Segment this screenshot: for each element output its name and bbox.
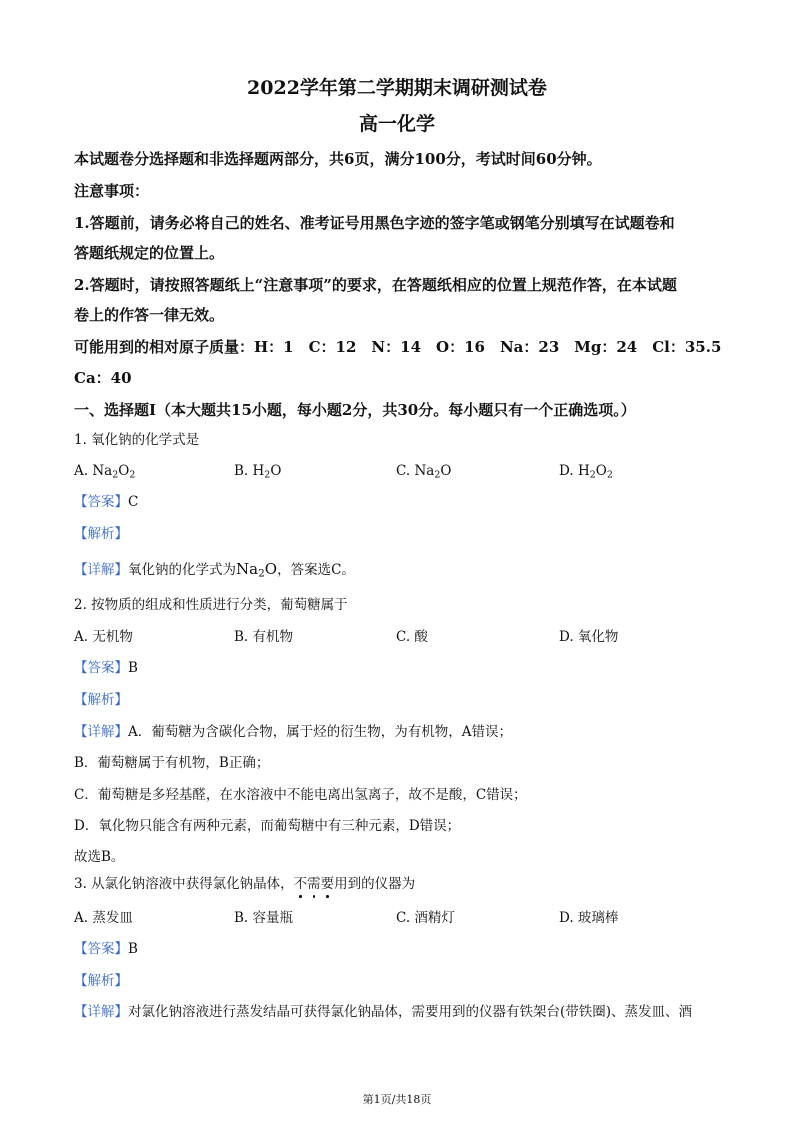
sodium-oxide-formula: $Na_2O$ [236,560,278,580]
question-3-answer-value: B [128,941,138,957]
question-2-option-b: B. 有机物 [234,629,294,645]
atomic-masses-line-2: Ca：40 [74,369,132,387]
notice-2-line-2: 卷上的作答一律无效。 [74,306,225,324]
question-2-options [74,631,724,649]
page-footer: 第1页/共18页 [362,1093,432,1106]
question-3-option-b: B. 容量瓶 [234,910,294,926]
notice-1-line-2: 答题纸规定的位置上。 [74,244,225,262]
exam-title: 2022学年第二学期期末调研测试卷 [247,77,547,99]
question-1-answer-value: C [128,494,139,510]
question-3-detail: 【详解】对氯化钠溶液进行蒸发结晶可获得氯化钠晶体，需要用到的仪器有铁架台(带铁圈)、蒸发皿、酒 [74,1004,693,1020]
question-2-answer: 【答案】B [74,660,138,676]
question-1-stem: 1. 氧化钠的化学式是 [74,432,200,448]
section-heading: 一、选择题I（本大题共15小题，每小题2分，共30分。每小题只有一个正确选项。） [74,401,636,419]
atomic-masses-line-1: 可能用到的相对原子质量：H：1 C：12 N：14 O：16 Na：23 Mg：24 Cl：35.5 [74,338,722,356]
question-1-detail: 【详解】氧化钠的化学式为$Na_2O$，答案选C。 [74,560,355,580]
question-3-analysis-label: 【解析】 [74,973,128,989]
question-2-detail-b: B．葡萄糖属于有机物，B正确； [74,755,270,771]
emphasis-char-1: 不 [293,876,308,892]
exam-intro: 本试题卷分选择题和非选择题两部分，共6页，满分100分，考试时间60分钟。 [74,150,602,168]
notice-heading: 注意事项： [74,182,150,200]
question-2-conclusion: 故选B。 [74,849,125,865]
question-3-answer: 【答案】B [74,941,138,957]
question-2-option-c: C. 酸 [396,629,428,645]
exam-subtitle: 高一化学 [358,113,435,135]
question-3-option-a: A. 蒸发皿 [74,910,133,926]
question-1-analysis-label: 【解析】 [74,526,128,542]
emphasis-char-3: 要 [320,876,335,892]
question-2-stem: 2. 按物质的组成和性质进行分类，葡萄糖属于 [74,597,348,613]
emphasis-char-2: 需 [307,876,321,892]
question-2-option-a: A. 无机物 [74,629,133,645]
question-2-detail-c: C．葡萄糖是多羟基醛，在水溶液中不能电离出氢离子，故不是酸，C错误； [74,787,527,803]
question-1-answer: 【答案】C [74,494,139,510]
question-2-answer-value: B [128,660,138,676]
question-2-analysis-label: 【解析】 [74,692,128,708]
question-1-option-b: B. $H_2O$ [234,463,282,481]
question-3-option-d: D. 玻璃棒 [559,910,619,926]
question-2-detail-d: D．氧化物只能含有两种元素，而葡萄糖中有三种元素，D错误； [74,818,461,834]
question-3-stem: 3. 从氯化钠溶液中获得氯化钠晶体，不需要用到的仪器为 [74,876,416,892]
question-3-option-c: C. 酒精灯 [396,910,455,926]
notice-2-line-1: 2.答题时，请按照答题纸上“注意事项”的要求，在答题纸相应的位置上规范作答，在本试题 [74,276,677,294]
question-1-option-d: D. $H_2O_2$ [559,463,613,481]
question-2-option-d: D. 氧化物 [559,629,619,645]
question-1-option-c: C. $Na_2O$ [396,463,452,481]
question-2-detail-a: 【详解】A．葡萄糖为含碳化合物，属于烃的衍生物，为有机物，A错误； [74,724,512,740]
question-1-options [74,465,724,483]
question-1-option-a: A. $Na_2O_2$ [74,463,136,481]
notice-1-line-1: 1.答题前，请务必将自己的姓名、准考证号用黑色字迹的签字笔或钢笔分别填写在试题卷和 [74,214,675,232]
question-3-options [74,912,724,930]
